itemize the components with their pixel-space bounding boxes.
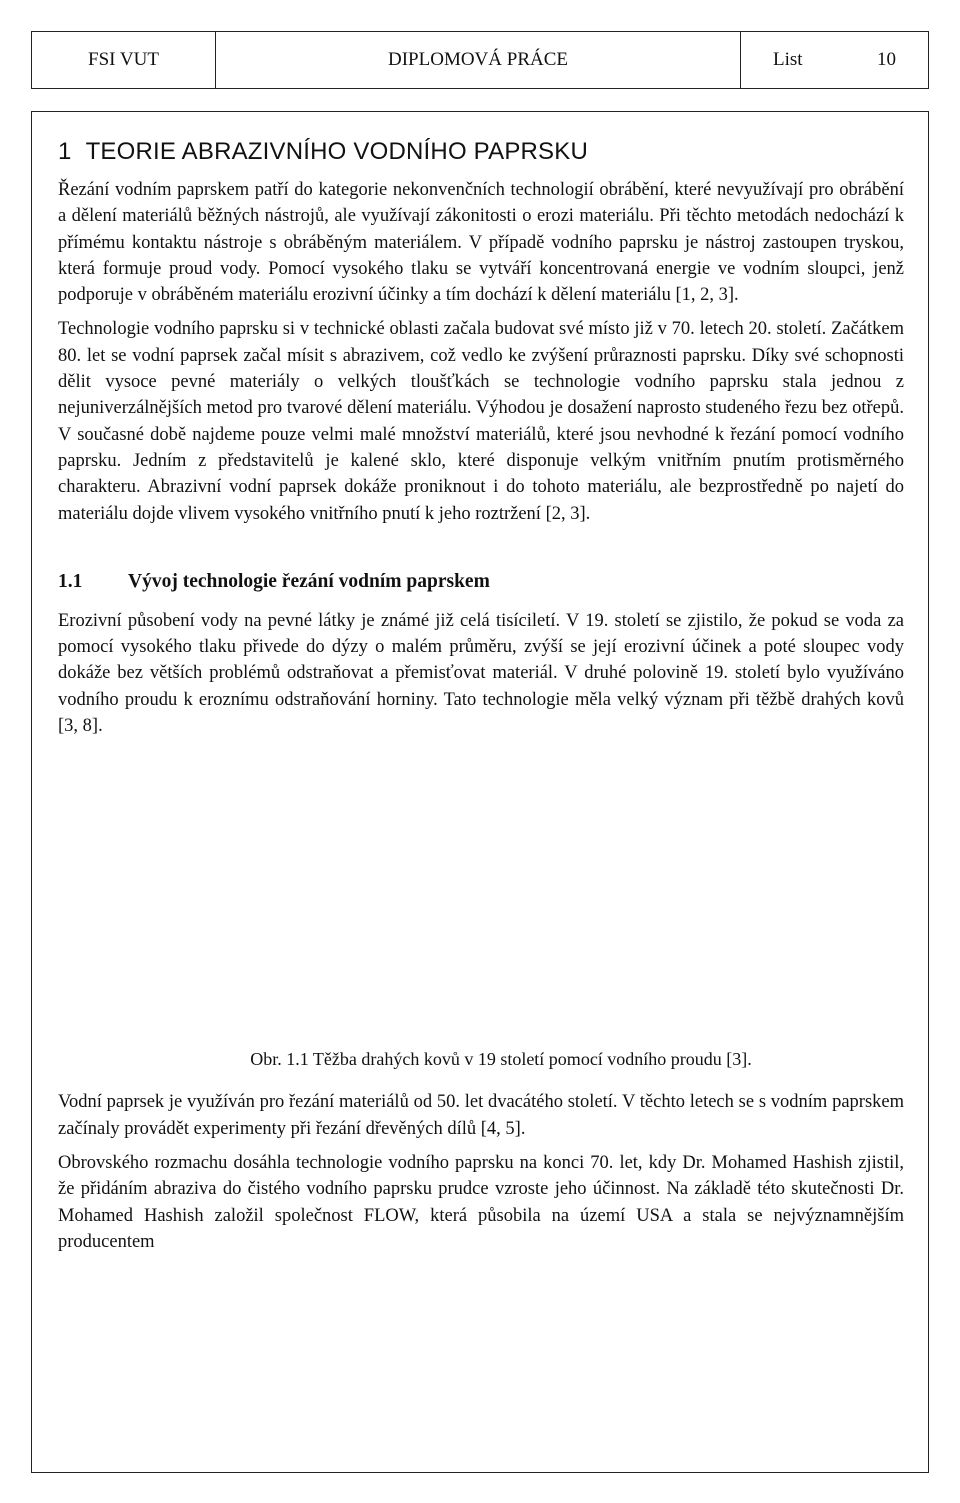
section-1-1-heading — [58, 571, 904, 593]
paragraph: Erozivní působení vody na pevné látky je známé již celá tisíciletí. V 19. století se zjistilo, že pokud se voda za pomocí vysokého tlaku přivede do dýzy o malém průměru, zvýší se její erozivní účinek a poté sloupec vody dokáže bez větších problémů odstraňovat a přemisťovat materiál. V druhé polovině 19. století bylo využíváno vodního proudu k eroznímu odstraňování horniny. Tato technologie měla velký význam při těžbě drahých kovů [3, 8]. — [58, 610, 904, 737]
figure-caption: Obr. 1.1 Těžba drahých kovů v 19 století pomocí vodního proudu [3]. — [250, 1049, 752, 1070]
header-page-info — [741, 32, 928, 88]
header-list-label: List — [773, 49, 803, 70]
header-page-number: 10 — [877, 49, 896, 70]
paragraph: Řezání vodním paprskem patří do kategorie nekonvenčních technologií obrábění, které nevyužívají pro obrábění a dělení materiálů běžných nástrojů, ale využívají zákonitosti o erozi materiálu. Při těchto metodách nedochází k přímému kontaktu nástroje s obráběným materiálem. V případě vodního paprsku je nástroj zastoupen tryskou, která formuje proud vody. Pomocí vysokého tlaku se vytváří koncentrovaná energie ve vodním sloupci, jenž podporuje v obráběném materiálu erozivní účinky a tím dochází k dělení materiálu [1, 2, 3]. — [58, 180, 904, 306]
section-1-title: TEORIE ABRAZIVNÍHO VODNÍHO PAPRSKU — [85, 138, 589, 165]
page-content — [58, 138, 904, 1263]
paragraph: Technologie vodního paprsku si v technické oblasti začala budovat své místo již v 70. letech 20. století. Začátkem 80. let se vodní paprsek začal mísit s abrazivem, což vedlo ke zvýšení průraznosti paprsku. Díky své schopnosti dělit vysoce pevné materiály o velkých tloušťkách se technologie vodního paprsku stala jednou z nejuniverzálnějších metod pro tvarové dělení materiálu. Výhodou je dosažení naprosto studeného řezu bez otřepů. V současné době najdeme pouze velmi malé množství materiálů, které jsou nevhodné k řezání pomocí vodního paprsku. Jedním z představitelů je kalené sklo, které disponuje velkým vnitřním pnutím protisměrného charakteru. Abrazivní vodní paprsek dokáže proniknout i do tohoto materiálu, ale bezprostředně po najetí do materiálu dojde vlivem vysokého vnitřního pnutí k jeho roztržení [2, 3]. — [58, 319, 904, 524]
section-1-1-title: Vývoj technologie řezání vodním paprskem — [128, 570, 490, 592]
paragraph: Obrovského rozmachu dosáhla technologie vodního paprsku na konci 70. let, kdy Dr. Mohamed Hashish zjistil, že přidáním abraziva do čistého vodního paprsku prudce vzroste jeho účinnost. Na základě této skutečnosti Dr. Mohamed Hashish založil společnost FLOW, která působila na území USA a stala se nejvýznamnějším producentem — [58, 1152, 904, 1252]
section-1-1-number: 1.1 — [58, 570, 83, 592]
section-1-heading — [58, 138, 904, 166]
header-faculty: FSI VUT — [32, 32, 216, 88]
section-1-number: 1 — [58, 138, 72, 165]
page-header — [31, 31, 929, 89]
header-document-type: DIPLOMOVÁ PRÁCE — [216, 32, 741, 88]
figure-placeholder — [58, 747, 904, 1049]
paragraph: Vodní paprsek je využíván pro řezání materiálů od 50. let dvacátého století. V těchto letech se s vodním paprskem začínaly provádět experimenty při řezání dřevěných dílů [4, 5]. — [58, 1092, 904, 1139]
